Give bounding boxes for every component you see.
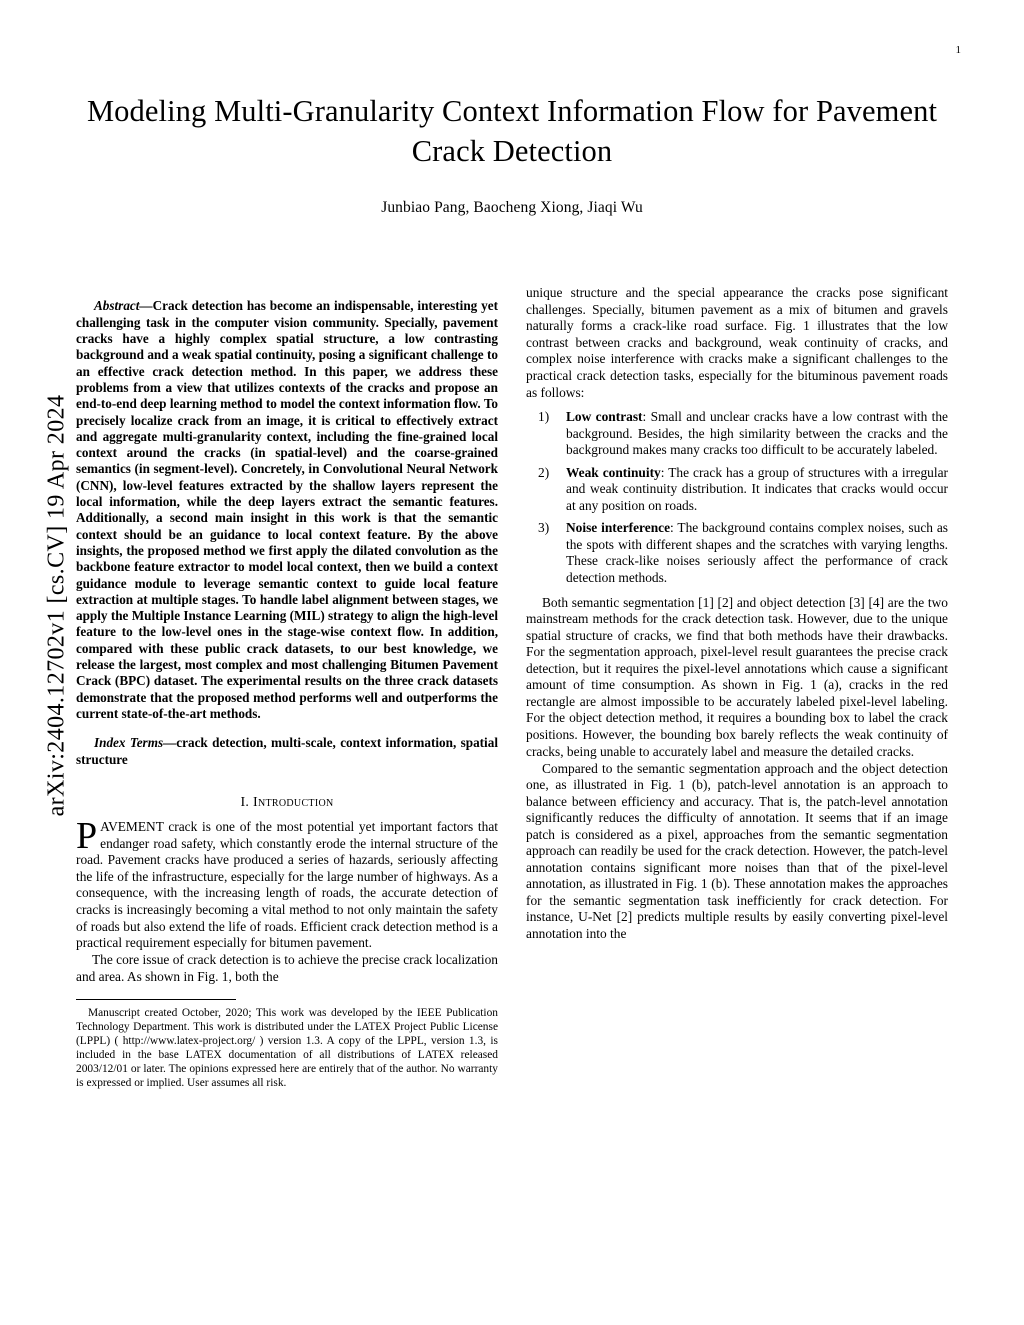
index-terms-block — [76, 735, 498, 768]
abstract-block — [76, 298, 498, 722]
arxiv-identifier-stamp: arXiv:2404.12702v1 [cs.CV] 19 Apr 2024 — [43, 394, 70, 817]
paper-content — [76, 80, 948, 1091]
list-marker: 3) — [538, 520, 550, 536]
intro-paragraph-1 — [76, 815, 498, 951]
list-item — [526, 520, 948, 586]
page-title: Modeling Multi-Granularity Context Information Flow for Pavement Crack Detection — [86, 94, 938, 168]
footnote-text: Manuscript created October, 2020; This work was developed by the IEEE Publication Technology Department. This work is distributed under the LATEX Project Public License (LPPL) ( http://www.latex-project.org/ ) version 1.3. A copy of the LPPL, version 1.3, is included in the base LATEX documentation of all distributions of LATEX released 2003/12/01 or later. The opinions expressed here are entirely that of the author. No warranty is expressed or implied. User assumes all risk. — [76, 1007, 498, 1089]
right-paragraph-1: unique structure and the special appearance the cracks pose significant challenges. Specially, bitumen pavement as a mix of bitumen and gravels naturally forms a crack-like road surface. Fig. 1 illustrates that the low contrast between cracks and background, weak continuity of cracks, and complex noise interference with cracks make a significant challenges to the practical crack detection tasks, especially for the bituminous pavement roads as follows: — [526, 285, 948, 400]
list-item-term: Noise interference — [566, 520, 671, 536]
footnote-separator — [76, 999, 236, 1000]
list-item-term: Weak continuity — [566, 464, 661, 480]
right-paragraph-3: Compared to the semantic segmentation approach and the object detection one, as illustrated in Fig. 1 (b), patch-level annotation is an approach to balance between efficiency and accuracy. That is, the patch-level annotation significantly reduces the difficulty of annotation. It seems that if an image patch is considered as a pixel, approaches from the semantic segmentation approach can readily be used for the crack detection. However, the patch-level annotation contains significant more noises than that of the pixel-level annotation, as illustrated in Fig. 1 (b). These annotation makes the approaches for the semantic segmentation task inefficiently for crack detection. For instance, U-Net [2] predicts multiple results by easily converting pixel-level annotation into the — [526, 760, 948, 942]
index-terms-label: Index Terms— — [94, 735, 177, 751]
author-list: Junbiao Pang, Baocheng Xiong, Jiaqi Wu — [381, 199, 643, 217]
list-item — [526, 409, 948, 459]
drop-cap-letter: P — [76, 815, 98, 858]
right-paragraph-2: Both semantic segmentation [1] [2] and object detection [3] [4] are the two mainstream methods for the crack detection task. However, due to the unique spatial structure of cracks, we find that both methods have their drawbacks. For the segmentation approach, pixel-level result guarantees the precise crack detection, but it requires the pixel-level annotations which cause a significant amount of time consumption. As shown in Fig. 1 (a), cracks in the red rectangle are almost impossible to be accurately labeled pixel-level labeling. For the object detection method, it requires a bounding box to label the crack positions. However, the bounding box barely reflects the weak continuity of cracks, being unable to accurately label and measure the detailed cracks. — [526, 594, 948, 759]
list-marker: 1) — [538, 409, 550, 425]
list-item-text: : Small and unclear cracks have a low contrast with the background. Besides, the high similarity between the cracks and the background makes many cracks too difficult to be accurately labeled. — [566, 409, 948, 458]
abstract-text: Crack detection has become an indispensable, interesting yet challenging task in the computer vision community. Specially, pavement cracks have a highly complex spatial structure, a low contrasting background and a weak spatial continuity, posing a significant challenge to an effective crack detection method. In this paper, we address these problems from a view that utilizes contexts of the cracks and propose an end-to-end deep learning method to model the context information flow. To precisely localize crack from an image, it is critical to effectively extract and aggregate multi-granularity context, including the fine-grained local context around the cracks (in spatial-level) and the coarse-grained semantics (in segment-level). Concretely, in Convolutional Neural Network (CNN), low-level features extracted by the shallow layers represent the local information, while the deep layers extract the semantic features. Additionally, a second main insight in this work is that the semantic context should be an guidance to local context feature. By the above insights, the proposed method we first apply the dilated convolution as the backbone feature extractor to model local context, then we build a context guidance module to leverage semantic context to guide local feature extraction at multiple stages. To handle label alignment between stages, we apply the Multiple Instance Learning (MIL) strategy to align the high-level feature to the low-level ones in the stage-wise context flow. In addition, compared with these public crack datasets, to our best knowledge, we release the largest, most complex and most challenging Bitumen Pavement Crack (BPC) dataset. The experimental results on the three crack datasets demonstrate that the proposed method performs well and outperforms the current state-of-the-art methods. — [76, 298, 498, 721]
list-marker: 2) — [538, 464, 550, 480]
section-heading-introduction: I. Introduction — [240, 794, 334, 810]
list-item-text: : The background contains complex noises, such as the spots with different shapes and the scratches with varying lengths. These crack-like noises seriously affect the performance of crack detection methods. — [566, 520, 949, 586]
intro-paragraph-1-text: AVEMENT crack is one of the most potential yet important factors that endanger road safety, which constantly erode the internal structure of the road. Pavement cracks have produced a series of hazards, seriously affecting the life of the infrastructure, especially for the large number of highways. As a consequence, with the increasing length of roads, the accurate detection of cracks is increasingly becoming a vital method to not only maintain the safety of roads but also extend the life of roads. Efficient crack detection method is a practical requirement especially for bitumen pavement. — [76, 819, 498, 951]
footnote-block — [76, 1007, 498, 1090]
two-column-body — [76, 285, 948, 1090]
page-number: 1 — [955, 44, 961, 56]
left-column — [76, 285, 498, 1090]
index-terms-text: crack detection, multi-scale, context information, spatial structure — [76, 735, 498, 767]
intro-paragraph-2: The core issue of crack detection is to achieve the precise crack localization and area. As shown in Fig. 1, both the — [76, 952, 498, 984]
challenges-list — [526, 409, 948, 586]
abstract-label: Abstract— — [94, 298, 153, 314]
right-column — [526, 285, 948, 1090]
list-item — [526, 465, 948, 515]
list-item-term: Low contrast — [566, 409, 643, 425]
list-item-text: : The crack has a group of structures with a irregular and weak continuity distribution. It indicates that cracks would occur at any position on roads. — [566, 464, 948, 513]
